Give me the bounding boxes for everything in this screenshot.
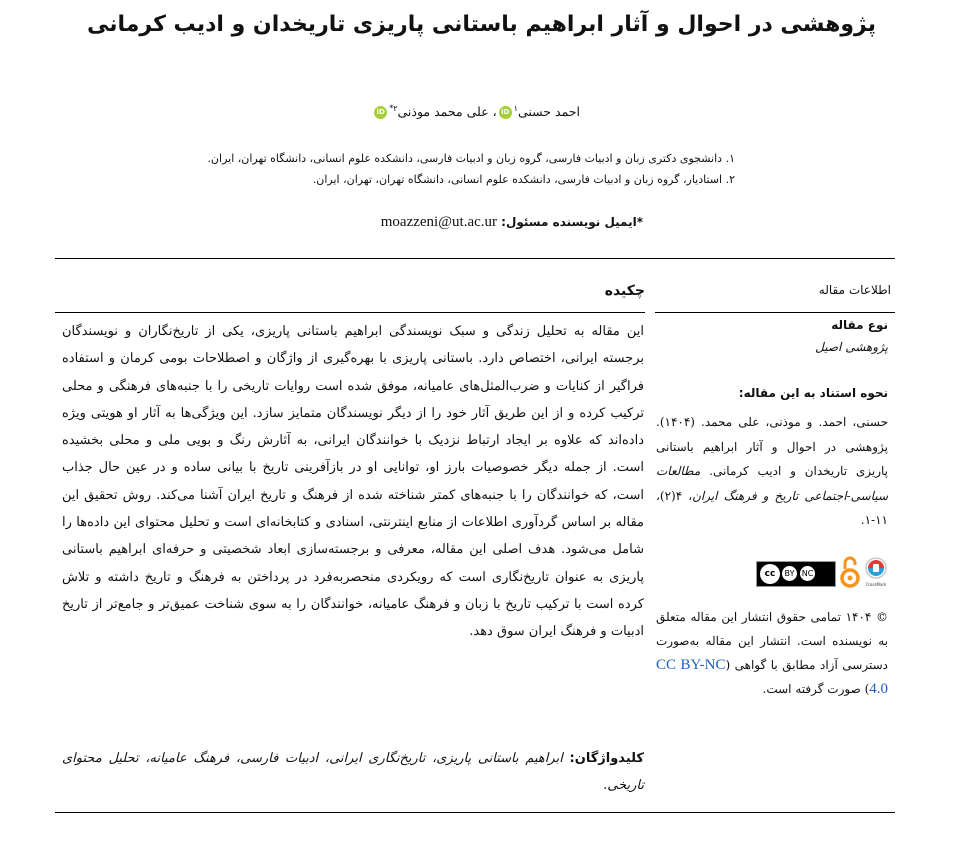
author-line	[372, 104, 580, 119]
email-address[interactable]: moazzeni@ut.ac.ur	[380, 214, 498, 230]
orcid-icon[interactable]: iD	[499, 106, 512, 119]
article-info-heading: اطلاعات مقاله	[818, 283, 891, 297]
divider-abstract	[55, 312, 645, 313]
open-access-icon	[840, 555, 860, 589]
keywords-label: کلیدواژگان:	[569, 751, 644, 766]
nc-icon: NC	[800, 566, 815, 581]
corresponding-email	[381, 214, 643, 231]
affiliation-2: ۲. استادیار، گروه زبان و ادبیات فارسی، دانشکده علوم انسانی، دانشگاه تهران، تهران، ایران.	[312, 173, 735, 186]
article-info-sidebar	[656, 318, 888, 701]
license-tail: ) صورت گرفته است.	[762, 681, 870, 696]
keywords	[62, 745, 644, 799]
license-badges	[656, 555, 888, 599]
cc-icon: cc	[760, 564, 780, 584]
article-type-value: پژوهشی اصیل	[815, 340, 888, 354]
citation-authors: حسنی، احمد. و موذنی، علی محمد. (۱۴۰۴). پژوهشی در احوال و آثار ابراهیم باستانی پاریزی تاریخدان و ادیب کرمانی.	[656, 415, 888, 478]
license-statement: © ۱۴۰۴ تمامی حقوق انتشار این مقاله متعلق به نویسنده است. انتشار این مقاله به‌صورت دسترسی آزاد مطابق با گواهی (	[656, 609, 888, 672]
license-link[interactable]: CC BY-NC 4.0	[656, 656, 888, 697]
affiliation-1: ۱. دانشجوی دکتری زبان و ادبیات فارسی، گروه زبان و ادبیات فارسی، دانشکده علوم انسانی، دانشگاه تهران، ایران.	[207, 152, 735, 165]
by-icon: BY	[782, 566, 797, 581]
divider-bottom	[55, 812, 895, 813]
abstract-body: این مقاله به تحلیل زندگی و سبک نویسندگی ابراهیم باستانی پاریزی، یکی از تاریخ‌نگاران و نویسندگان برجسته ایرانی، اختصاص دارد. باستانی پاریزی با بهره‌گیری از واژگان و اصطلاحات بومی کرمان و استفاده فراگیر از کنایات و ضرب‌المثل‌های عامیانه، موفق شده است روایات تاریخی را با جنبه‌های فرهنگی و محلی ترکیب کرده و از این طریق آثار خود را از دیگر نویسندگان متمایز سازد. این ویژگی‌ها به آثار او هویتی ویژه داده‌اند که علاوه بر ایجاد ارتباط نزدیک با خوانندگان ایرانی، به آثارش رنگ و بویی ملی و محلی بخشیده است. از جمله دیگر خصوصیات بارز او، توانایی او در بازآفرینی تاریخ با بیانی ساده و در عین حال جذاب است، که خوانندگان را با جنبه‌های کمتر شناخته شده از فرهنگ و تاریخ ایران آشنا می‌کند. روش تحقیق این مقاله بر اساس گردآوری اطلاعات از منابع اینترنتی، اسنادی و کتابخانه‌ای است و تحلیل محتوای این داده‌ها را شامل می‌شود. هدف اصلی این مقاله، معرفی و برجسته‌سازی ابعاد شخصیتی و حرفه‌ای ابراهیم باستانی پاریزی به عنوان تاریخ‌نگاری است که رویکردی منحصربه‌فرد در پرداختن به فرهنگ و تاریخ داشته و تلاش کرده است با ترکیب تاریخ با زبان و فرهنگ عامیانه، خوانندگان را به سوی شناخت عمیق‌تر و جامع‌تر از تاریخ ادبیات و فرهنگ ایران سوق دهد.	[62, 324, 644, 640]
author-2: علی محمد موذنی	[397, 104, 489, 120]
cc-by-nc-badge[interactable]	[756, 561, 836, 587]
citation-text	[656, 410, 888, 533]
divider-top	[55, 258, 895, 259]
paper-title: پژوهشی در احوال و آثار ابراهیم باستانی پاریزی تاریخدان و ادیب کرمانی	[87, 12, 876, 37]
citation-heading: نحوه استناد به این مقاله:	[738, 386, 888, 400]
author-2-affil: ۲*	[389, 104, 398, 113]
citation-tail: ، ۴(۲)، ۱۱-۱.	[656, 488, 888, 527]
citation-journal: مطالعات سیاسی-اجتماعی تاریخ و فرهنگ ایران	[656, 464, 888, 503]
email-label: *ایمیل نویسنده مسئول:	[501, 215, 643, 229]
abstract-heading: چکیده	[604, 283, 645, 299]
article-type-heading: نوع مقاله	[831, 318, 888, 332]
divider-info	[655, 312, 895, 313]
crossmark-label: CrossMark	[865, 581, 887, 587]
author-1-affil: ۱	[513, 104, 518, 113]
keywords-list: ابراهیم باستانی پاریزی، تاریخ‌نگاری ایرانی، ادبیات فارسی، فرهنگ عامیانه، تحلیل محتوای تاریخی.	[62, 751, 644, 793]
crossmark-icon[interactable]	[864, 557, 888, 589]
author-separator: ،	[488, 104, 497, 120]
author-1: احمد حسنی	[517, 104, 580, 120]
orcid-icon[interactable]: iD	[374, 106, 387, 119]
license-text	[656, 605, 888, 701]
